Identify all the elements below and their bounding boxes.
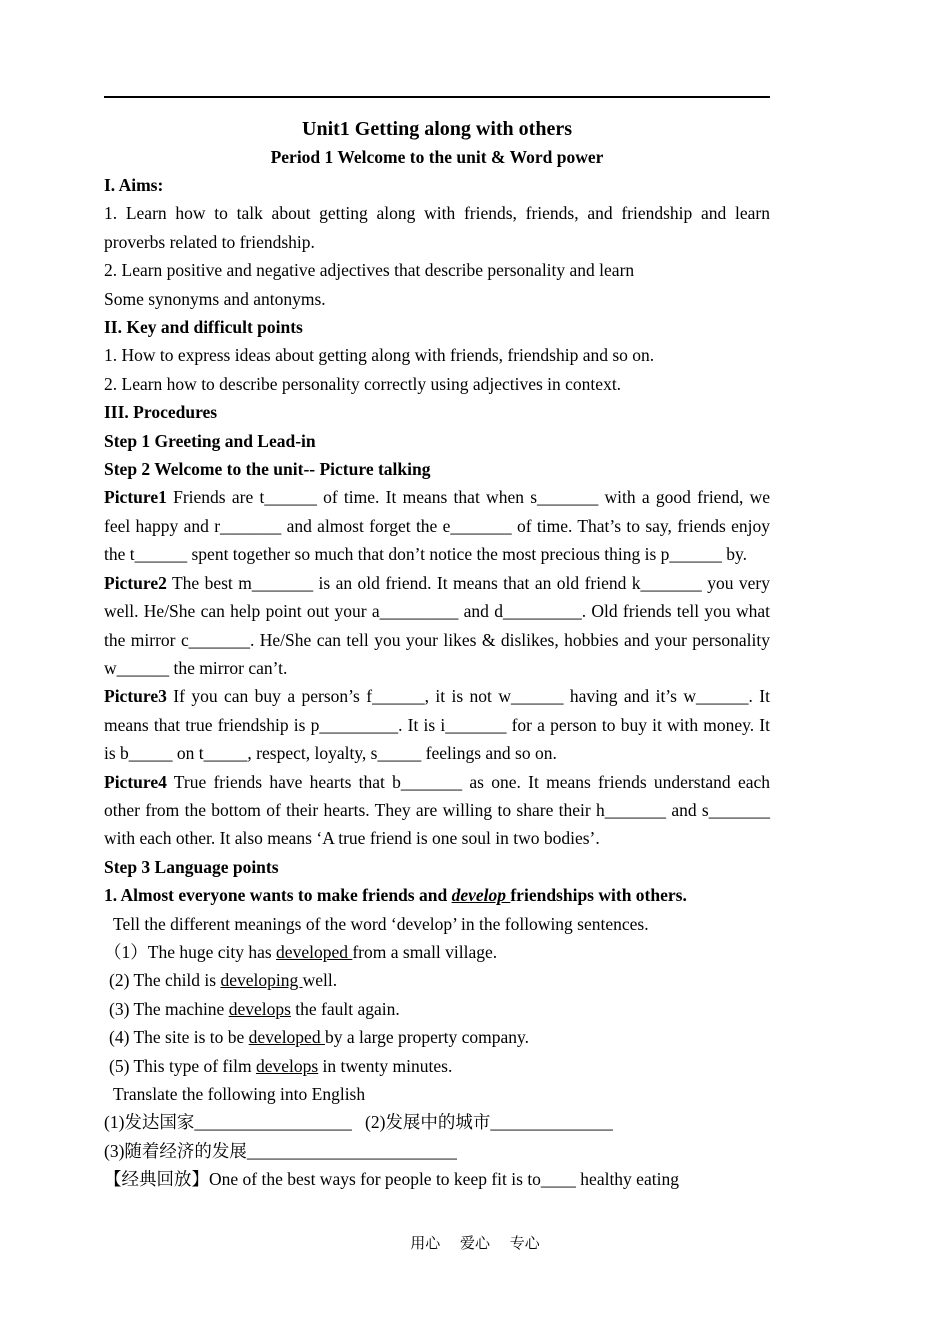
- sentence-text: (5) This type of film: [109, 1055, 256, 1076]
- header-rule: [104, 96, 770, 98]
- sentence-text: well.: [302, 970, 338, 991]
- picture1-label: Picture1: [104, 487, 167, 508]
- sentence-text: （1）The huge city has: [104, 941, 277, 962]
- translate-line: (3)随着经济的发展________________________: [104, 1140, 457, 1161]
- procedures-heading: III. Procedures: [104, 402, 218, 423]
- key-points-heading: II. Key and difficult points: [104, 317, 303, 338]
- aim-item: Some synonyms and antonyms.: [104, 288, 326, 309]
- picture3-text: If you can buy a person’s f______, it is not w______ having and it’s w______. It means that true friendship is p_________. It is i_______ for a person to buy it with money. It is b_____ on t_____, respect, loyalty, s_____ feelings and so on.: [104, 686, 770, 764]
- develop-sentence: [104, 938, 770, 966]
- sentence-keyword: developed: [276, 941, 353, 962]
- point1-after: friendships with others.: [510, 885, 687, 906]
- aim-item: 1. Learn how to talk about getting along with friends, friends, and friendship and learn proverbs related to friendship.: [104, 203, 770, 252]
- point1-word: develop: [451, 885, 511, 906]
- key-point-item: 2. Learn how to describe personality correctly using adjectives in context.: [104, 373, 622, 394]
- develop-sentence: [104, 966, 770, 994]
- picture2-paragraph: [104, 569, 770, 683]
- develop-sentence: [104, 1052, 770, 1080]
- picture3-label: Picture3: [104, 686, 167, 707]
- picture1-text: Friends are t______ of time. It means that when s_______ with a good friend, we feel happy and r_______ and almost forget the e_______ of time. That’s to say, friends enjoy the t______ spent together so much that don’t notice the most precious thing is p______ by.: [104, 487, 770, 565]
- picture4-text: True friends have hearts that b_______ as one. It means friends understand each other from the bottom of their hearts. They are willing to share their h_______ and s_______ with each other. It also means ‘A true friend is one soul in two bodies’.: [104, 771, 770, 849]
- sentence-keyword: developed: [248, 1027, 325, 1048]
- sentence-text: in twenty minutes.: [318, 1055, 453, 1076]
- translate-line: (1)发达国家__________________ (2)发展中的城市______________: [104, 1112, 613, 1133]
- picture4-paragraph: [104, 768, 770, 853]
- sentence-keyword: develops: [228, 998, 291, 1019]
- aim-item: 2. Learn positive and negative adjectives that describe personality and learn: [104, 260, 635, 281]
- develop-sentence: [104, 1023, 770, 1051]
- point1-before: 1. Almost everyone wants to make friends and: [104, 885, 452, 906]
- step1-heading: Step 1 Greeting and Lead-in: [104, 430, 316, 451]
- sentence-text: from a small village.: [352, 941, 498, 962]
- sentence-text: (4) The site is to be: [109, 1027, 249, 1048]
- footer-word: 用心: [410, 1236, 441, 1252]
- translate-heading: Translate the following into English: [113, 1084, 366, 1104]
- sentence-text: (3) The machine: [109, 998, 229, 1019]
- develop-sentence: [104, 995, 770, 1023]
- footer-word: 爱心: [459, 1236, 490, 1252]
- picture2-label: Picture2: [104, 572, 167, 593]
- picture1-paragraph: [104, 483, 770, 568]
- step3-heading: Step 3 Language points: [104, 856, 279, 877]
- picture4-label: Picture4: [104, 771, 167, 792]
- footer-word: 专心: [509, 1236, 540, 1252]
- key-point-item: 1. How to express ideas about getting along with friends, friendship and so on.: [104, 345, 655, 366]
- sentence-text: by a large property company.: [324, 1027, 530, 1048]
- unit-title: Unit1 Getting along with others: [302, 118, 572, 140]
- develop-instruction: Tell the different meanings of the word ‘develop’ in the following sentences.: [113, 913, 649, 934]
- period-subtitle: Period 1 Welcome to the unit & Word power: [270, 147, 604, 167]
- page-footer: [0, 1232, 950, 1253]
- sentence-keyword: develops: [255, 1055, 319, 1076]
- aims-heading: I. Aims:: [104, 175, 164, 195]
- sentence-text: (2) The child is: [109, 970, 221, 991]
- sentence-text: the fault again.: [290, 998, 400, 1019]
- picture3-paragraph: [104, 682, 770, 767]
- language-point-1: [104, 881, 770, 909]
- picture2-text: The best m_______ is an old friend. It means that an old friend k_______ you very well. He/She can help point out your a_________ and d_________. Old friends tell you what the mirror c_______. He/She can tell you your likes & dislikes, hobbies and your personality w______ the mirror can’t.: [104, 572, 770, 678]
- step2-heading: Step 2 Welcome to the unit-- Picture talking: [104, 459, 431, 480]
- document-body: [104, 114, 770, 1194]
- classic-review: 【经典回放】One of the best ways for people to keep fit is to____ healthy eating: [104, 1169, 679, 1190]
- sentence-keyword: developing: [220, 970, 303, 991]
